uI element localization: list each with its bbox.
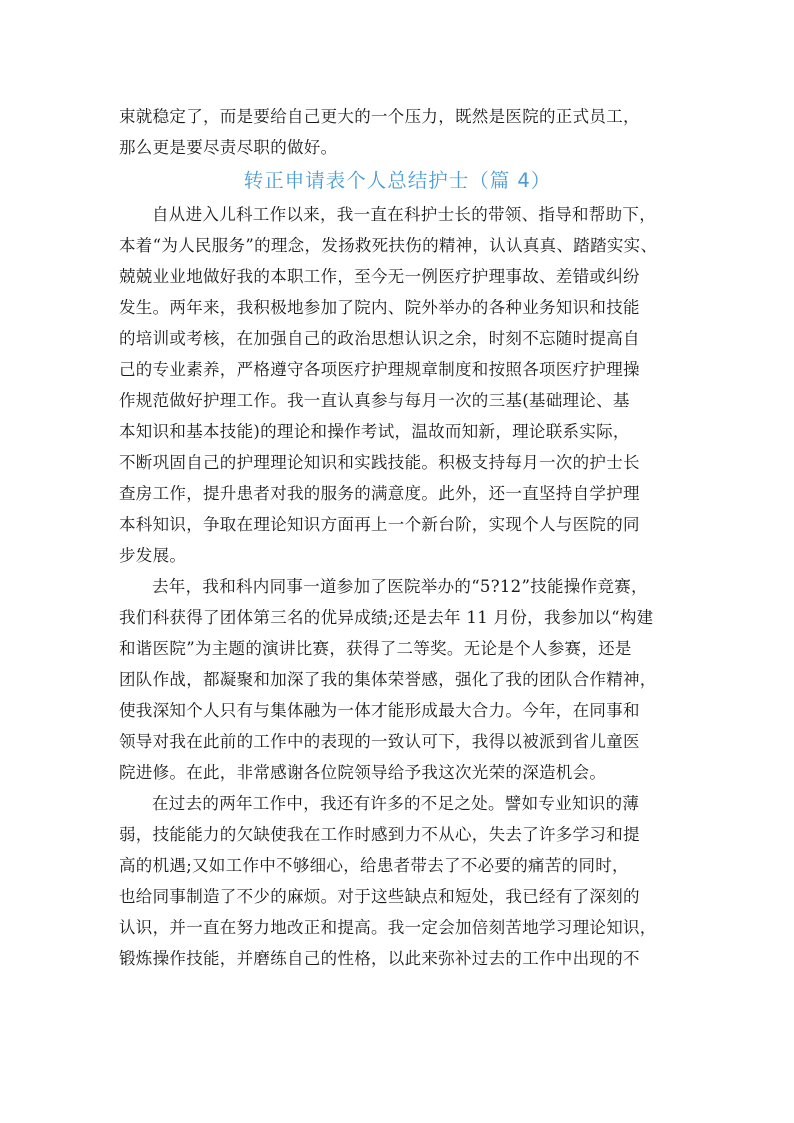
text-line: 兢兢业业地做好我的本职工作，至今无一例医疗护理事故、差错或纠纷: [119, 267, 640, 286]
text-line: 团队作战，都凝聚和加深了我的集体荣誉感，强化了我的团队合作精神，: [119, 670, 657, 689]
text-line: 去年，我和科内同事一道参加了医院举办的“5?12”技能操作竞赛，: [152, 577, 648, 596]
text-line: 弱，技能能力的欠缺使我在工作时感到力不从心，失去了许多学习和提: [119, 825, 640, 844]
section-title: 转正申请表个人总结护士（篇 4）: [243, 169, 552, 192]
text-line: 在过去的两年工作中，我还有许多的不足之处。譬如专业知识的薄: [152, 794, 640, 813]
text-line: 也给同事制造了不少的麻烦。对于这些缺点和短处，我已经有了深刻的: [119, 887, 640, 906]
text-line: 本知识和基本技能)的理论和操作考试，温故而知新，理论联系实际，: [119, 422, 630, 441]
text-line: 不断巩固自己的护理理论知识和实践技能。积极支持每月一次的护士长: [119, 453, 640, 472]
paragraph-3: [119, 788, 676, 974]
text-line: 院进修。在此，非常感谢各位院领导给予我这次光荣的深造机会。: [119, 763, 607, 782]
text-line: 那么更是要尽责尽职的做好。: [119, 138, 338, 157]
text-line: 使我深知个人只有与集体融为一体才能形成最大合力。今年，在同事和: [119, 701, 640, 720]
text-line: 己的专业素养，严格遵守各项医疗护理规章制度和按照各项医疗护理操: [119, 360, 640, 379]
text-line: 高的机遇;又如工作中不够细心，给患者带去了不必要的痛苦的同时，: [119, 856, 629, 875]
text-line: 查房工作，提升患者对我的服务的满意度。此外，还一直坚持自学护理: [119, 484, 640, 503]
text-line: 本科知识，争取在理论知识方面再上一个新台阶，实现个人与医院的同: [119, 515, 640, 534]
text-line: 发生。两年来，我积极地参加了院内、院外举办的各种业务知识和技能: [119, 298, 640, 317]
text-line: 领导对我在此前的工作中的表现的一致认可下，我得以被派到省儿童医: [119, 732, 640, 751]
text-line: 认识，并一直在努力地改正和提高。我一定会加倍刻苦地学习理论知识，: [119, 918, 657, 937]
text-line: 的培训或考核，在加强自己的政治思想认识之余，时刻不忘随时提高自: [119, 329, 640, 348]
text-line: 和谐医院”为主题的演讲比赛，获得了二等奖。无论是个人参赛，还是: [119, 639, 632, 658]
text-line: 锻炼操作技能，并磨练自己的性格，以此来弥补过去的工作中出现的不: [119, 949, 640, 968]
text-line: 自从进入儿科工作以来，我一直在科护士长的带领、指导和帮助下，: [152, 205, 656, 224]
text-line: 作规范做好护理工作。我一直认真参与每月一次的三基(基础理论、基: [119, 391, 630, 410]
text-line: 步发展。: [119, 546, 187, 565]
paragraph-2: [119, 571, 676, 788]
text-line: 本着“为人民服务”的理念，发扬救死扶伤的精神，认认真真、踏踏实实、: [119, 236, 658, 255]
text-line: 我们科获得了团体第三名的优异成绩;还是去年 11 月份，我参加以“构建: [119, 608, 654, 627]
intro-paragraph: [119, 101, 676, 163]
text-line: 束就稳定了，而是要给自己更大的一个压力，既然是医院的正式员工，: [119, 107, 640, 126]
paragraph-1: [119, 199, 676, 571]
